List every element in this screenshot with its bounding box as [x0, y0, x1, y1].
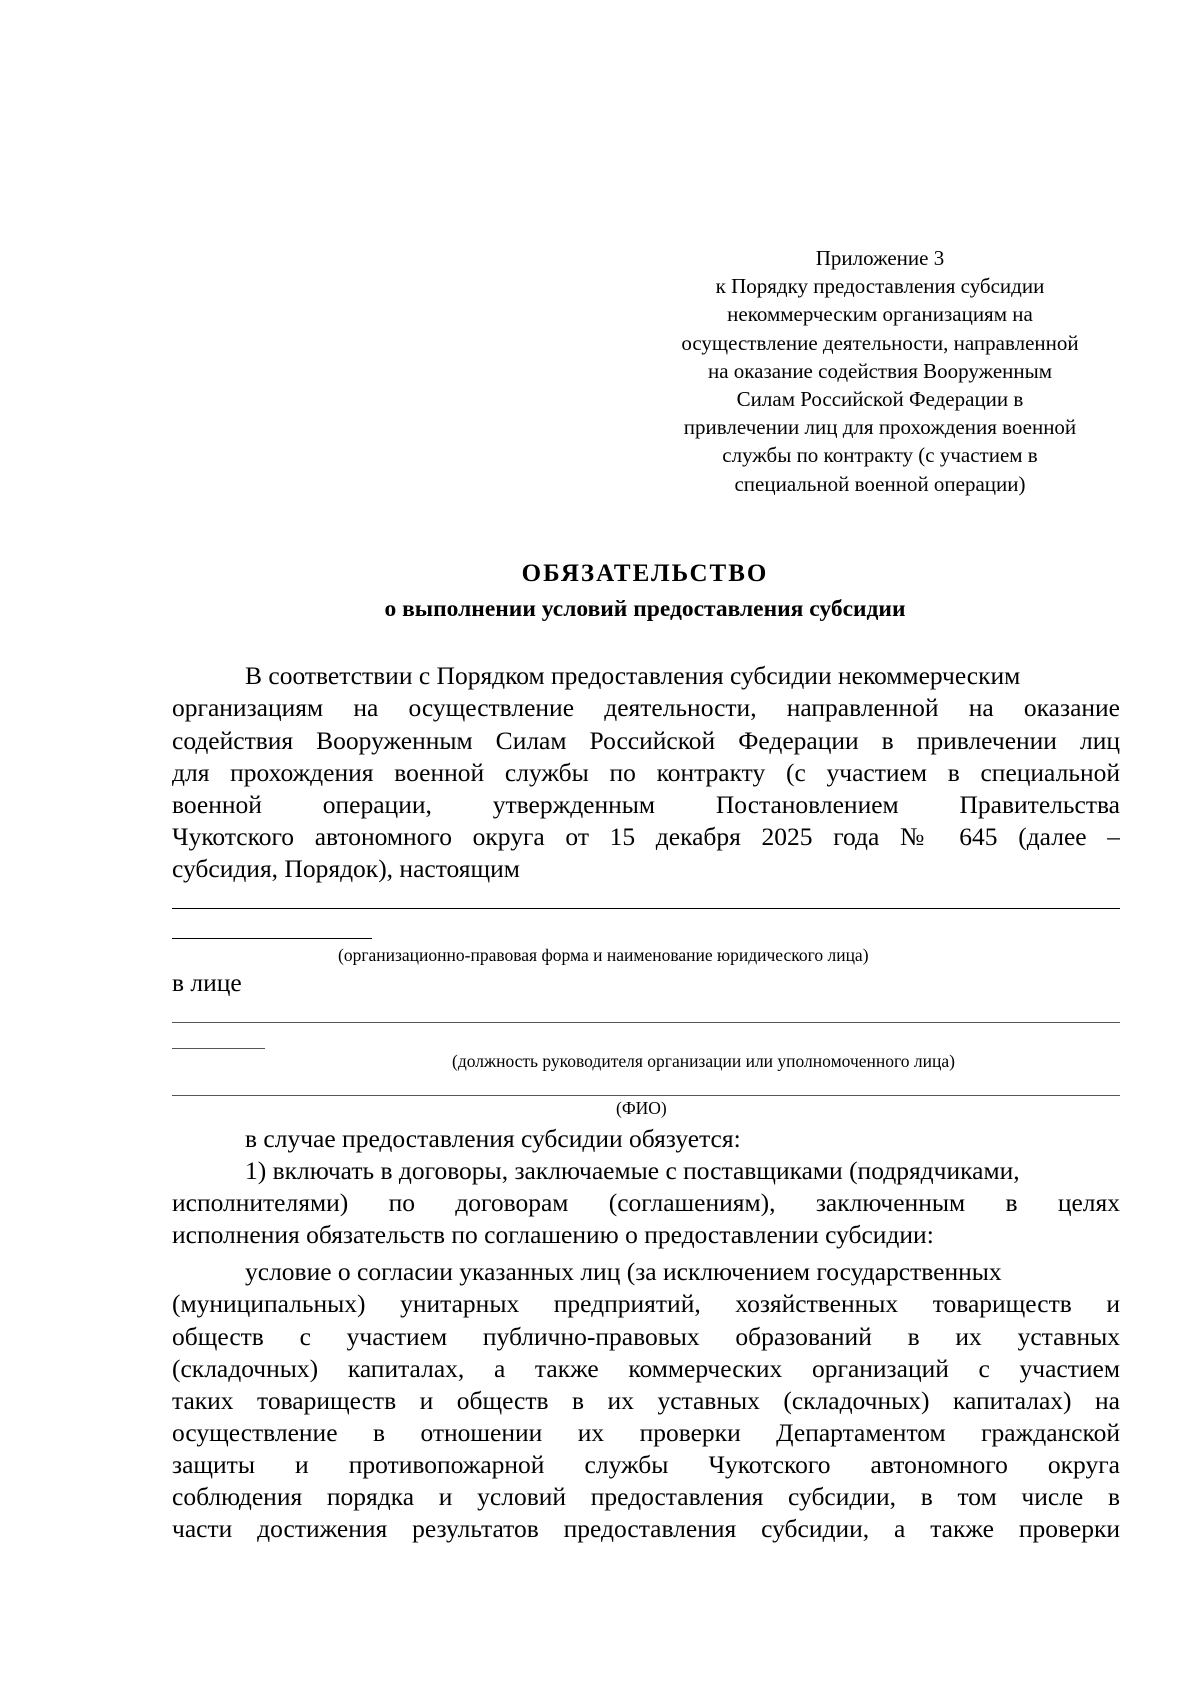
- organization-caption: (организационно-правовая форма и наименование юридического лица): [338, 945, 869, 965]
- appendix-line: на оказание содействия Вооруженным: [707, 358, 1053, 383]
- intro-line: В соответствии с Порядком предоставления субсидии некоммерческим: [245, 661, 1021, 690]
- intro-line: Чукотского автономного округа от 15 декабря 2025 года № 645 (далее –: [172, 822, 1120, 851]
- appendix-line: привлечении лиц для прохождения военной: [683, 415, 1077, 440]
- appendix-line: некоммерческим организациям на: [727, 302, 1033, 327]
- appendix-line: Силам Российской Федерации в: [736, 387, 1024, 412]
- condition-line: таких товариществ и обществ в их уставных (складочных) капиталах) на: [172, 1386, 1120, 1415]
- appendix-header: [640, 244, 1120, 498]
- organization-fill-line: [172, 908, 1120, 909]
- position-fill-line-short: [172, 1048, 265, 1049]
- intro-line: содействия Вооруженным Силам Российской Федерации в привлечении лиц: [172, 726, 1120, 755]
- intro-line: субсидия, Порядок), настоящим: [172, 854, 520, 883]
- item1-line: 1) включать в договоры, заключаемые с поставщиками (подрядчиками,: [245, 1156, 1020, 1185]
- condition-line: (муниципальных) унитарных предприятий, хозяйственных товариществ и: [172, 1289, 1120, 1318]
- item1-line: исполнения обязательств по соглашению о предоставлении субсидии:: [172, 1220, 934, 1249]
- condition-line: соблюдения порядка и условий предоставления субсидии, в том числе в: [172, 1482, 1120, 1511]
- condition-line: части достижения результатов предоставления субсидии, а также проверки: [172, 1514, 1120, 1543]
- document-title: ОБЯЗАТЕЛЬСТВО: [521, 560, 769, 587]
- fio-fill-line: [172, 1095, 1120, 1096]
- appendix-line: специальной военной операции): [734, 471, 1026, 496]
- item1-line: исполнителями) по договорам (соглашениям), заключенным в целях: [172, 1188, 1120, 1217]
- intro-line: для прохождения военной службы по контракту (с участием в специальной: [172, 758, 1120, 787]
- fio-caption: (ФИО): [616, 1098, 667, 1118]
- obliges-line: в случае предоставления субсидии обязуется:: [245, 1124, 741, 1153]
- document-subtitle: о выполнении условий предоставления субсидии: [384, 596, 906, 622]
- condition-line: обществ с участием публично-правовых образований в их уставных: [172, 1322, 1120, 1351]
- condition-line: условие о согласии указанных лиц (за исключением государственных: [245, 1257, 1002, 1286]
- condition-line: (складочных) капиталах, а также коммерческих организаций с участием: [172, 1354, 1120, 1383]
- intro-line: военной операции, утвержденным Постановлением Правительства: [172, 790, 1120, 819]
- position-caption: (должность руководителя организации или уполномоченного лица): [452, 1051, 955, 1071]
- condition-line: осуществление в отношении их проверки Департаментом гражданской: [172, 1418, 1120, 1447]
- in-person-label: в лице: [172, 968, 242, 997]
- organization-fill-line-short: [172, 938, 372, 939]
- position-fill-line: [172, 1022, 1120, 1023]
- appendix-line: Приложение 3: [815, 246, 945, 270]
- intro-line: организациям на осуществление деятельности, направленной на оказание: [172, 693, 1120, 722]
- appendix-line: к Порядку предоставления субсидии: [715, 274, 1045, 299]
- condition-line: защиты и противопожарной службы Чукотского автономного округа: [172, 1450, 1120, 1479]
- appendix-line: осуществление деятельности, направленной: [681, 330, 1079, 355]
- appendix-line: службы по контракту (с участием в: [722, 443, 1038, 468]
